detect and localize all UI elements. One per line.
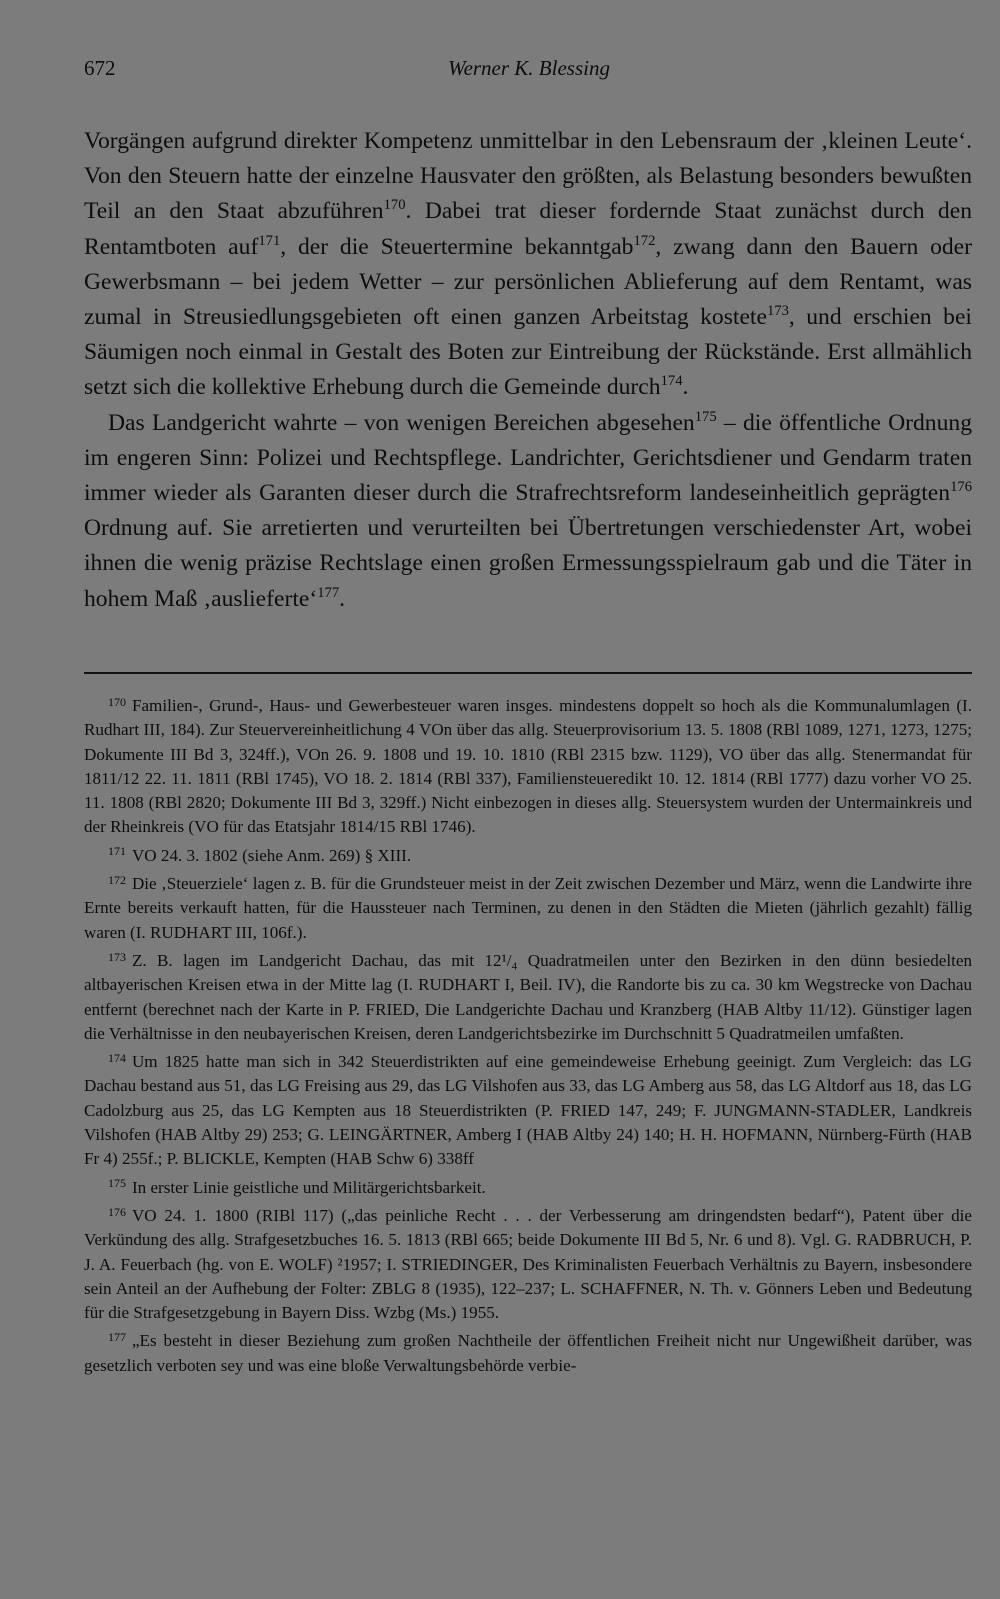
footnote-number: 175 [108,1176,126,1191]
main-text [84,124,972,617]
footnote-text: In erster Linie geistliche und Militärgerichtsbarkeit. [131,1177,486,1197]
footnote-number: 176 [108,1204,126,1219]
text-run: Ordnung auf. Sie arretierten und verurteilten bei Übertretungen verschiedenster Art, wobei ihnen die wenig präzise Rechtslage einen großen Ermessungsspielraum gab und die Täter in hohem Maß ‚auslieferte‘ [84,515,972,612]
footnote-175 [84,1176,972,1200]
footnote-divider [84,672,972,674]
footnote-number: 174 [108,1050,126,1065]
footnote-ref: 174 [660,373,683,390]
text-run: . Dabei trat dieser fordernde Staat zunächst durch den Rentamtboten auf [84,198,972,260]
footnote-text: Die ‚Steuerziele‘ lagen z. B. für die Grundsteuer meist in der Zeit zwischen Dezember und März, wenn die Landwirte ihre Ernte bereits verkauft hatten, für die Haussteuer nach Terminen, zu denen in den Städten die Mieten (jährlich gezahlt) fällig waren (I. RUDHART III, 106f.). [84,874,972,942]
footnote-ref: 170 [383,197,406,214]
text-run: , und erschien bei Säumigen noch einmal in Gestalt des Boten zur Eintreibung der Rückstände. Erst allmählich setzt sich die kollektive Erhebung durch die Gemeinde durch [84,304,972,401]
footnote-174 [84,1050,972,1171]
footnotes [84,694,972,1382]
text-run: , der die Steuertermine bekanntgab [280,233,634,260]
footnote-ref: 173 [766,302,789,319]
footnote-ref: 177 [317,584,340,601]
text-run: . [682,374,689,401]
footnote-177 [84,1329,972,1378]
footnote-ref: 176 [950,478,972,495]
footnote-number: 177 [108,1330,126,1345]
text-run: – die öffentliche Ordnung im engeren Sinn: Polizei und Rechtspflege. Landrichter, Gerichtsdiener und Gendarm traten immer wieder als Garanten dieser durch die Strafrechtsreform landeseinheitlich geprägten [84,409,972,507]
footnote-text: „Es besteht in dieser Beziehung zum großen Nachtheile der öffentlichen Freiheit nicht nur Ungewißheit darüber, was gesetzlich verboten sey und was eine bloße Verwaltungsbehörde verbie- [84,1331,972,1375]
footnote-number: 173 [108,949,126,964]
footnote-number: 171 [108,844,126,859]
page-number: 672 [84,56,116,80]
footnote-ref: 171 [258,232,281,249]
footnote-text: VO 24. 3. 1802 (siehe Anm. 269) § XIII. [131,845,412,865]
footnote-number: 170 [108,694,126,709]
footnote-173 [84,949,972,1046]
text-run: , zwang dann den Bauern oder Gewerbsmann – bei jedem Wetter – zur persönlichen Ablieferung auf dem Rentamt, was zumal in Streusiedlungsgebieten oft einen ganzen Arbeitstag kostete [84,233,972,331]
footnote-text: Familien-, Grund-, Haus- und Gewerbesteuer waren insges. mindestens doppelt so hoch als die Kommunalumlagen (I. Rudhart III, 184). Zur Steuervereinheitlichung 4 VOn über das allg. Steuerprovisorium 13. 5. 1808 (RBl 1089, 1271, 1273, 1275; Dokumente III Bd 3, 324ff.), VOn 26. 9. 1808 und 19. 10. 1810 (RBl 2315 bzw. 1129), VO über das allg. Stenermandat für 1811/12 22. 11. 1811 (RBl 1745), VO 18. 2. 1814 (RBl 337), Familiensteueredikt 10. 12. 1814 (RBl 1777) dazu vorher VO 25. 11. 1808 (RBl 2820; Dokumente III Bd 3, 329ff.) Nicht einbezogen in dieses allg. Steuersystem wurden der Untermainkreis und der Rheinkreis (VO für das Etatsjahr 1814/15 RBl 1746). [84,696,972,837]
footnote-text: VO 24. 1. 1800 (RIBl 117) („das peinliche Recht . . . der Verbesserung am dringendsten bedarf“), Patent über die Verkündung des allg. Strafgesetzbuches 16. 5. 1813 (RBl 665; beide Dokumente III Bd 5, Nr. 6 und 8). Vgl. G. RADBRUCH, P. J. A. Feuerbach (hg. von E. WOLF) ²1957; I. STRIEDINGER, Des Kriminalisten Feuerbach Verhältnis zu Bayern, insbesondere sein Anteil an der Aufhebung der Folter: ZBLG 8 (1935), 122–237; L. SCHAFFNER, N. Th. v. Gönners Leben und Bedeutung für die Strafgesetzgebung in Bayern Diss. Wzbg (Ms.) 1955. [84,1205,972,1323]
text-run: . [339,585,346,612]
footnote-text: Um 1825 hatte man sich in 342 Steuerdistrikten auf eine gemeindeweise Erhebung geeinigt. Zum Vergleich: das LG Dachau bestand aus 51, das LG Freising aus 29, das LG Vilshofen aus 33, das LG Amberg aus 58, das LG Altdorf aus 18, das LG Cadolzburg aus 25, das LG Kempten aus 18 Steuerdistrikten (P. FRIED 147, 249; F. JUNGMANN-STADLER, Landkreis Vilshofen (HAB Altby 29) 253; G. LEINGÄRTNER, Amberg I (HAB Altby 24) 140; H. H. HOFMANN, Nürnberg-Fürth (HAB Fr 4) 255f.; P. BLICKLE, Kempten (HAB Schw 6) 338ff [84,1052,972,1169]
footnote-number: 172 [108,872,126,887]
footnote-172 [84,872,972,945]
footnote-176 [84,1204,972,1325]
paragraph-1 [84,124,972,406]
footnote-ref: 172 [633,232,656,249]
text-run: Das Landgericht wahrte – von wenigen Bereichen abgesehen [108,409,695,436]
footnote-text: Z. B. lagen im Landgericht Dachau, das mit 12¹/₄ Quadratmeilen unter den Bezirken in den dünn besiedelten altbayerischen Kreisen etwa in der Mitte lag (I. RUDHART I, Beil. IV), die Randorte bis zu ca. 30 km Wegstrecke von Dachau entfernt (berechnet nach der Karte in P. FRIED, Die Landgerichte Dachau und Kranzberg (HAB Altby 11/12). Günstiger lagen die Verhältnisse in den neubayerischen Kreisen, deren Landgerichtsbezirke im Durchschnitt 5 Quadratmeilen umfaßten. [84,950,972,1043]
footnote-170 [84,694,972,840]
text-run: Vorgängen aufgrund direkter Kompetenz unmittelbar in den Lebensraum der ‚kleinen Leute‘. Von den Steuern hatte der einzelne Hausvater den größten, als Belastung besonders bewußten Teil an den Staat abzuführen [84,128,972,225]
running-head: Werner K. Blessing [448,56,610,80]
footnote-ref: 175 [694,408,717,425]
paragraph-2 [84,406,972,617]
footnote-171 [84,844,972,868]
